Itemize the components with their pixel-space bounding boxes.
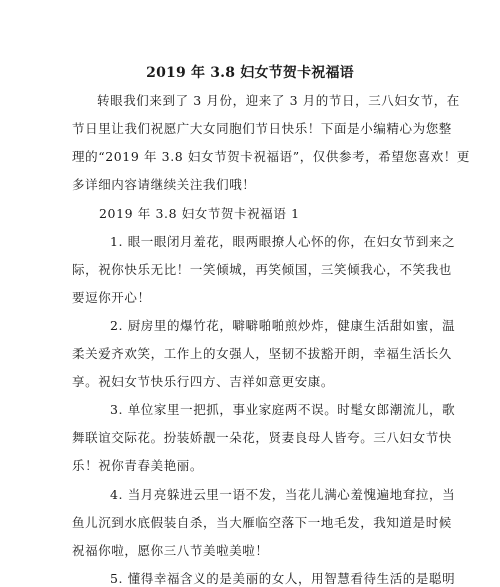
paragraph-line: 转眼我们来到了 3 月份，迎来了 3 月的节日，三八妇女节，在 — [97, 93, 460, 108]
paragraph-line: 理的“2019 年 3.8 妇女节贺卡祝福语”，仅供参考，希望您喜欢！更 — [72, 149, 470, 164]
list-item-line: 要逗你开心！ — [72, 290, 151, 305]
list-item-line: 柔关爱齐欢笑，工作上的女强人，坚韧不拔豁开朗，幸福生活长久 — [72, 346, 452, 361]
list-item-line: 祝福你啦，愿你三八节美啦美啦！ — [72, 543, 269, 558]
list-item-line: 2. 厨房里的爆竹花，噼噼啪啪煎炒炸，健康生活甜如蜜，温 — [110, 318, 456, 333]
list-item-line: 享。祝妇女节快乐行四方、吉祥如意更安康。 — [72, 374, 335, 389]
document-title: 2019 年 3.8 妇女节贺卡祝福语 — [146, 65, 354, 81]
list-item-line: 鱼儿沉到水底假装自杀，当大雁临空落下一地毛发，我知道是时候 — [72, 515, 452, 530]
list-item-line: 乐！祝你青春美艳丽。 — [72, 458, 204, 473]
list-item-line: 1. 眼一眼闭月羞花，眼两眼撩人心怀的你，在妇女节到来之 — [110, 234, 456, 249]
list-item-line: 际，祝你快乐无比！一笑倾城，再笑倾国，三笑倾我心，不笑我也 — [72, 262, 452, 277]
list-item-line: 舞联谊交际花。扮装娇靓一朵花，贤妻良母人皆夸。三八妇女节快 — [72, 430, 452, 445]
paragraph-line: 多详细内容请继续关注我们哦！ — [72, 177, 256, 192]
paragraph-line: 节日里让我们祝愿广大女同胞们节日快乐！下面是小编精心为您整 — [72, 121, 452, 136]
section-heading: 2019 年 3.8 妇女节贺卡祝福语 1 — [99, 206, 300, 221]
list-item-line: 4. 当月亮躲进云里一语不发，当花儿满心羞愧遍地耷拉，当 — [110, 487, 456, 502]
list-item-line: 3. 单位家里一把抓，事业家庭两不误。时髦女郎潮流儿，歌 — [110, 402, 456, 417]
list-item-line: 5. 懂得幸福含义的是美丽的女人，用智慧看待生活的是聪明 — [110, 571, 456, 586]
